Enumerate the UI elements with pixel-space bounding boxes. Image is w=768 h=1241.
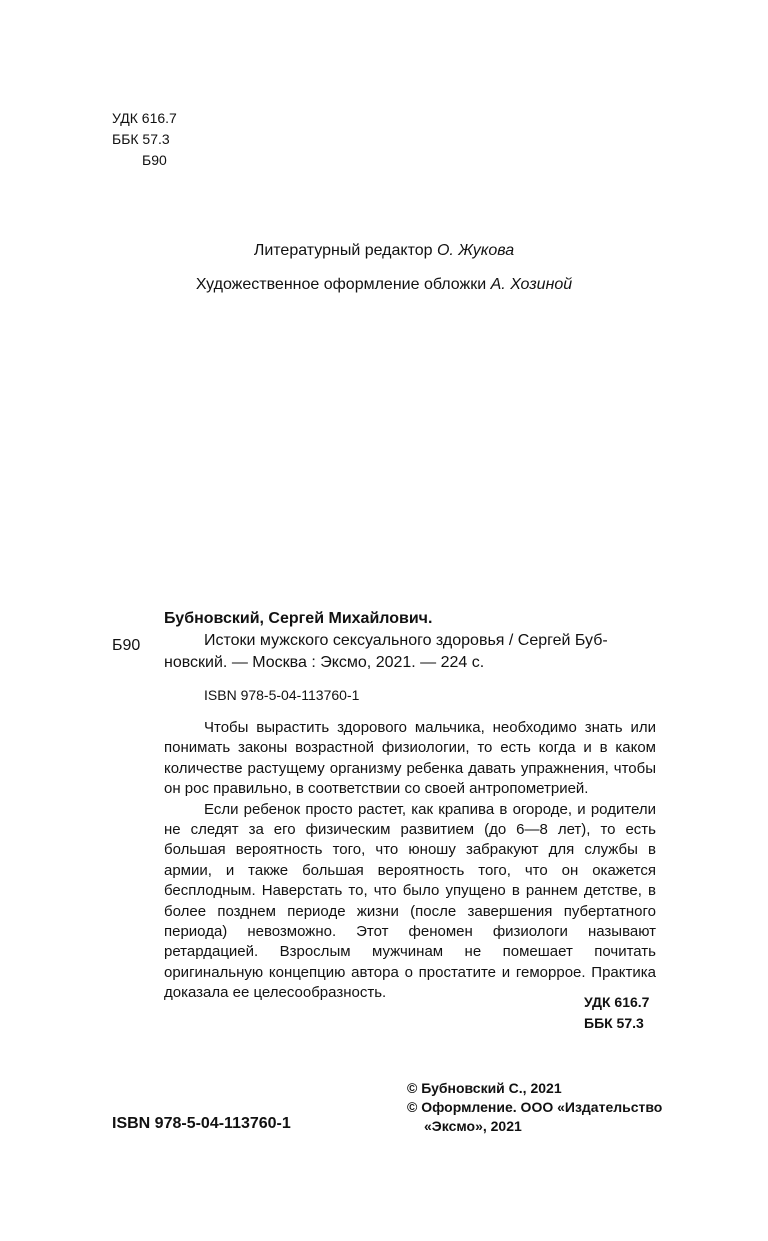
annotation-paragraph-1: Чтобы вырастить здорового мальчика, необходимо знать или понимать законы возрастной физиологии, то есть когда и в каком количестве растущему организму ребенка давать упражнения, чтобы он рос правильно, в соответствии со своей антропометрией. xyxy=(164,719,656,798)
title-line-1: Истоки мужского сексуального здоровья / Сергей Буб- xyxy=(204,632,608,649)
editor-label: Литературный редактор xyxy=(253,242,433,259)
author-mark-side: Б90 xyxy=(112,637,141,654)
author-heading: Бубновский, Сергей Михайлович. xyxy=(164,610,433,627)
bbk-code-top: ББК 57.3 xyxy=(112,131,170,147)
cover-label: Художественное оформление обложки xyxy=(195,276,487,293)
copyright-design-line-1: © Оформление. ООО «Издательство xyxy=(407,1099,663,1115)
cover-designer-name: А. Хозиной xyxy=(490,276,573,293)
isbn-record: ISBN 978-5-04-113760-1 xyxy=(204,687,360,703)
annotation-paragraph-2: Если ребенок просто растет, как крапива в огороде, и родители не следят за его физическим развитием (до 6—8 лет), то есть большая вероятность того, что юношу забракуют для службы в армии, и также большая вероятность того, что он окажется бесплодным. Наверстать то, что было упущено в раннем детстве, в более позднем периоде жизни (после завершения пубертатного периода) невозможно. Этот феномен физиологи называют ретардацией. Взрослым мужчинам не помешает почитать оригинальную концепцию автора о простатите и геморрое. Практика доказала ее целесообразность. xyxy=(164,800,656,1002)
udk-code-bottom: УДК 616.7 xyxy=(584,994,650,1010)
cover-credit xyxy=(0,274,768,296)
editor-name: О. Жукова xyxy=(436,242,515,259)
author-mark-top: Б90 xyxy=(142,152,167,168)
copyright-design-line-2: «Эксмо», 2021 xyxy=(424,1118,522,1134)
title-line-2: новский. — Москва : Эксмо, 2021. — 224 с. xyxy=(164,654,485,671)
bbk-code-bottom: ББК 57.3 xyxy=(584,1015,644,1031)
copyright-author: © Бубновский С., 2021 xyxy=(407,1080,562,1096)
annotation xyxy=(164,718,656,1004)
editor-credit xyxy=(0,240,768,262)
isbn-footer: ISBN 978-5-04-113760-1 xyxy=(112,1115,291,1132)
udk-code-top: УДК 616.7 xyxy=(112,110,177,126)
